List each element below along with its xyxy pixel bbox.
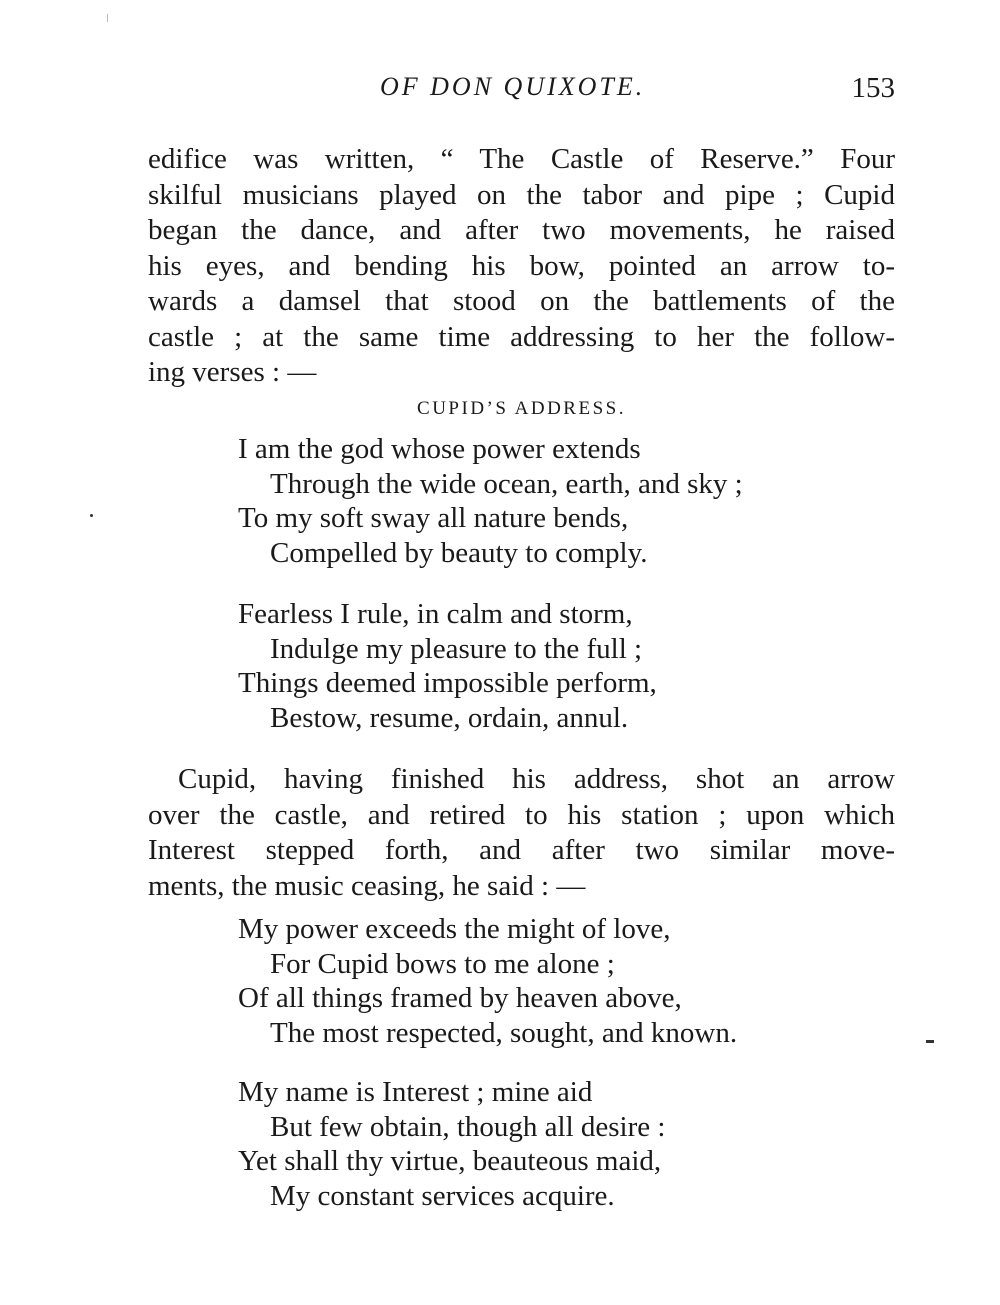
verse-line: Yet shall thy virtue, beauteous maid,	[238, 1145, 662, 1177]
verse-line: The most respected, sought, and known.	[270, 1016, 738, 1049]
verse-line: Through the wide ocean, earth, and sky ;	[270, 467, 743, 500]
text-line: wards a damsel that stood on the battlements of the	[148, 285, 895, 317]
page-header	[148, 72, 895, 112]
section-heading: CUPID’S ADDRESS.	[417, 398, 626, 419]
verse-line: My constant services acquire.	[270, 1179, 615, 1212]
verse-line: My power exceeds the might of love,	[238, 913, 671, 945]
text-line: ing verses : —	[148, 356, 317, 388]
verse-line: Compelled by beauty to comply.	[270, 536, 648, 569]
verse-line: Indulge my pleasure to the full ;	[270, 632, 643, 665]
scan-speck	[90, 514, 93, 517]
text-line: began the dance, and after two movements, he raised	[148, 214, 895, 246]
verse-line: Fearless I rule, in calm and storm,	[238, 598, 633, 630]
stanza-4	[238, 1075, 665, 1213]
text-line: his eyes, and bending his bow, pointed an arrow to-	[148, 249, 895, 282]
verse-line: Things deemed impossible perform,	[238, 667, 657, 699]
text-line: castle ; at the same time addressing to her the follow-	[148, 320, 895, 353]
scan-mark	[107, 14, 108, 22]
stanza-2	[238, 597, 657, 735]
text-line: edifice was written, “ The Castle of Reserve.” Four	[148, 143, 895, 175]
scan-mark-dash	[926, 1040, 934, 1043]
verse-line: Of all things framed by heaven above,	[238, 982, 682, 1014]
verse-line: For Cupid bows to me alone ;	[270, 947, 615, 980]
page-number: 153	[851, 72, 895, 104]
verse-line: My name is Interest ; mine aid	[238, 1076, 593, 1108]
paragraph-2	[148, 762, 895, 904]
running-title: OF DON QUIXOTE.	[380, 72, 646, 101]
text-line: over the castle, and retired to his station ; upon which	[148, 798, 895, 831]
stanza-3	[238, 912, 737, 1050]
verse-line: Bestow, resume, ordain, annul.	[270, 701, 629, 734]
verse-line: But few obtain, though all desire :	[270, 1110, 666, 1143]
text-line: Interest stepped forth, and after two similar move-	[148, 834, 895, 866]
verse-line: I am the god whose power extends	[238, 433, 641, 465]
text-line: ments, the music ceasing, he said : —	[148, 869, 586, 902]
text-line: Cupid, having finished his address, shot an arrow	[178, 763, 895, 795]
text-line: skilful musicians played on the tabor and pipe ; Cupid	[148, 178, 895, 211]
paragraph-1	[148, 142, 895, 391]
verse-line: To my soft sway all nature bends,	[238, 502, 629, 534]
stanza-1	[238, 432, 743, 570]
